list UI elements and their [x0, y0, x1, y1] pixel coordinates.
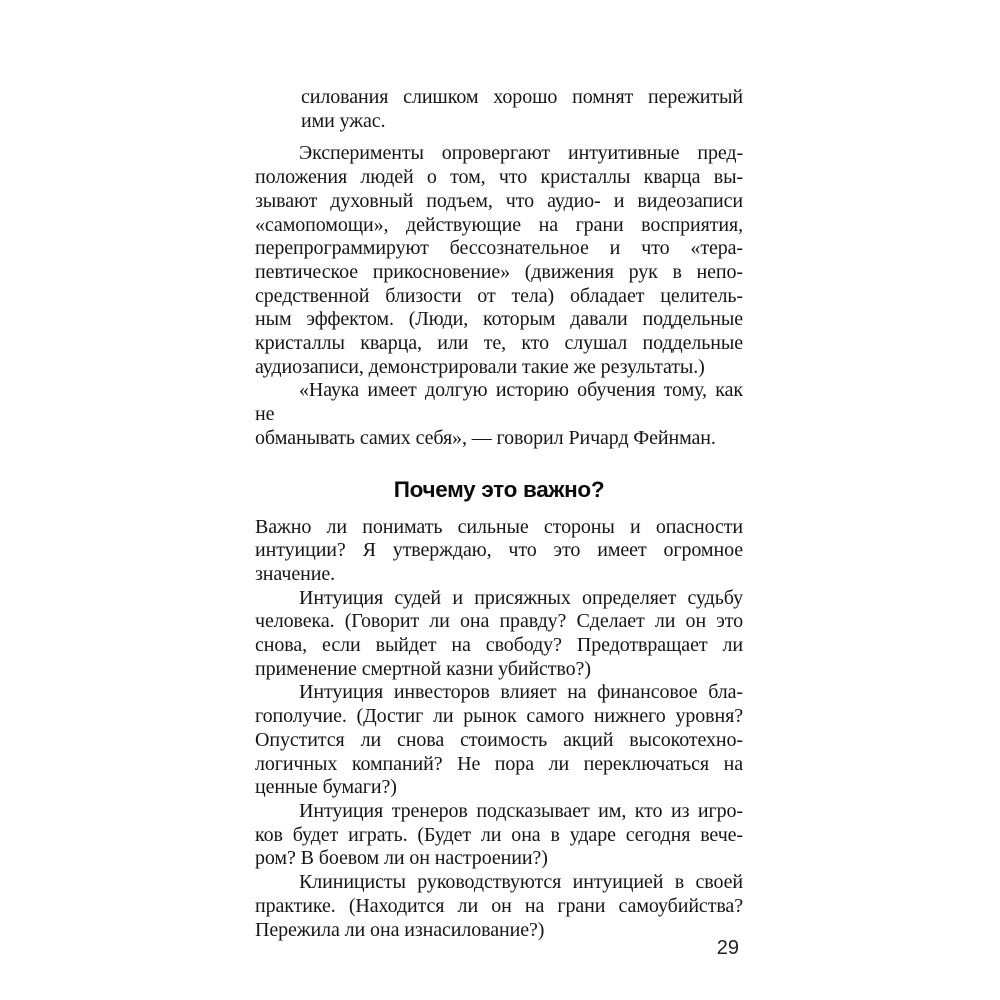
text-line: аудиозаписи, демонстрировали такие же результаты.) [255, 355, 705, 378]
text-line: обманывать самих себя», — говорил Ричард Фейнман. [255, 426, 716, 449]
text-line: перепрограммируют бессознательное и что «тера- [255, 237, 743, 260]
text-line: Важно ли понимать сильные стороны и опасности [255, 515, 743, 538]
paragraph-continuation [301, 86, 743, 133]
paragraph [255, 379, 743, 450]
paragraph [255, 516, 743, 587]
text-line: значение. [255, 562, 335, 585]
text-line: кристаллы кварца, или те, кто слушал поддельные [255, 332, 743, 355]
text-line: ков будет играть. (Будет ли она в ударе сегодня вече- [255, 823, 743, 846]
text-column [255, 86, 743, 942]
text-line: зывают духовный подъем, что аудио- и видеозаписи [255, 189, 743, 212]
paragraph [255, 800, 743, 871]
page-number: 29 [716, 937, 739, 959]
text-line: Интуиция тренеров подсказывает им, кто из игро- [299, 799, 743, 822]
text-line: Опустится ли снова стоимость акций высокотехно- [255, 728, 743, 751]
text-line: Интуиция инвесторов влияет на финансовое бла- [299, 681, 743, 704]
paragraph [255, 871, 743, 942]
text-line: ным эффектом. (Люди, которым давали поддельные [255, 308, 743, 331]
body-text-bottom [255, 516, 743, 943]
body-text-top [255, 86, 743, 451]
text-line: Пережила ли она изнасилование?) [255, 918, 545, 941]
text-line: ими ужас. [301, 109, 386, 132]
text-line: положения людей о том, что кристаллы кварца вы- [255, 166, 743, 189]
paragraph [255, 587, 743, 682]
text-line: Клиницисты руководствуются интуицией в своей [299, 871, 743, 894]
text-line: певтическое прикосновение» (движения рук в непо- [255, 260, 743, 283]
text-line: «Наука имеет долгую историю обучения тому, как не [255, 379, 743, 426]
text-line: практике. (Находится ли он на грани самоубийства? [255, 894, 743, 917]
text-line: средственной близости от тела) обладает целитель- [255, 284, 743, 307]
paragraph [255, 681, 743, 800]
section-heading: Почему это важно? [393, 476, 605, 502]
text-line: снова, если выйдет на свободу? Предотвращает ли [255, 634, 743, 657]
text-line: силования слишком хорошо помнят пережитый [301, 86, 743, 108]
text-line: человека. (Говорит ли она правду? Сделает ли он это [255, 610, 743, 633]
text-line: логичных компаний? Не пора ли переключаться на [255, 752, 743, 775]
text-line: применение смертной казни убийство?) [255, 657, 591, 680]
text-line: ром? В боевом ли он настроении?) [255, 847, 548, 870]
paragraph [255, 142, 743, 379]
text-line: «самопомощи», действующие на грани восприятия, [255, 213, 743, 236]
text-line: гополучие. (Достиг ли рынок самого нижнего уровня? [255, 705, 743, 728]
text-line: Интуиция судей и присяжных определяет судьбу [299, 586, 743, 609]
text-line: Эксперименты опровергают интуитивные пред- [299, 142, 743, 165]
text-line: ценные бумаги?) [255, 776, 397, 799]
text-line: интуиции? Я утверждаю, что это имеет огромное [255, 539, 743, 562]
